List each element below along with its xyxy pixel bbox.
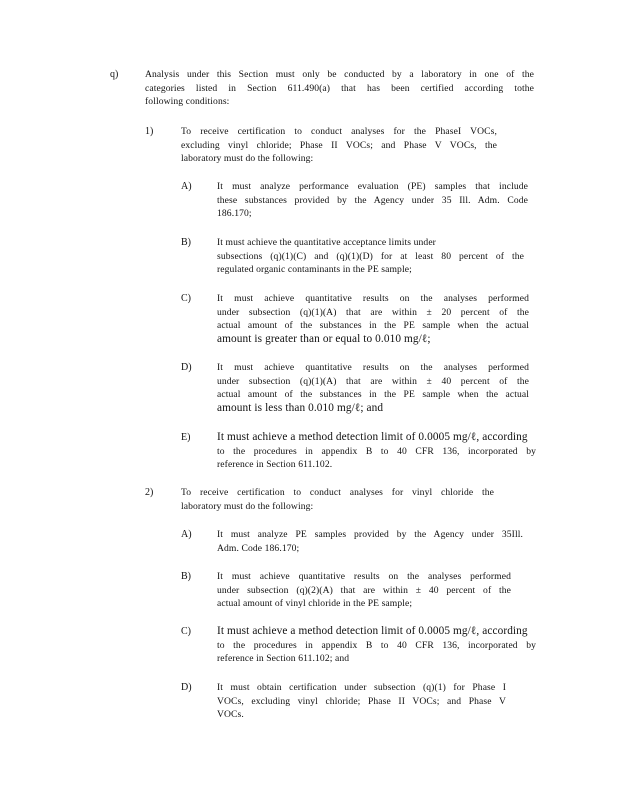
subparagraph-label: D)	[181, 682, 192, 693]
subparagraph-text: It must achieve a method detection limit of 0.0005 mg/ℓ, according to the procedures in appendix B to 40 CFR 136, incorporated by reference in Section 611.102; and	[217, 625, 536, 665]
paragraph-label: q)	[110, 69, 119, 80]
subparagraph-label: B)	[181, 237, 191, 248]
paragraph-text: Analysis under this Section must only be conducted by a laboratory in one of the categories listed in Section 611.490(a) that has been certified according tothe following conditions:	[145, 69, 534, 108]
subparagraph-label: A)	[181, 181, 192, 192]
subparagraph-text: It must achieve the quantitative acceptance limits under subsections (q)(1)(C) and (q)(1)(D) for at least 80 percent of the regulated organic contaminants in the PE sample;	[217, 237, 524, 276]
paragraph-text: To receive certification to conduct analyses for the PhaseI VOCs, excluding vinyl chloride; Phase II VOCs; and Phase V VOCs, the laboratory must do the following:	[181, 126, 497, 165]
subparagraph-label: C)	[181, 626, 191, 637]
subparagraph-text: It must achieve quantitative results on the analyses performed under subsection (q)(1)(A) that are within ± 40 percent of the actual amount of the substances in the PE sample when the actual amount is less than 0.010 mg/ℓ; and	[217, 362, 529, 414]
subparagraph-label: B)	[181, 571, 191, 582]
subparagraph-text: It must achieve quantitative results on the analyses performed under subsection (q)(1)(A) that are within ± 20 percent of the actual amount of the substances in the PE sample when the actual amount is greater than or equal to 0.010 mg/ℓ;	[217, 293, 529, 345]
subparagraph-text: It must achieve quantitative results on the analyses performed under subsection (q)(2)(A) that are within ± 40 percent of the actual amount of vinyl chloride in the PE sample;	[217, 571, 511, 610]
subparagraph-text: It must analyze PE samples provided by the Agency under 35Ill. Adm. Code 186.170;	[217, 529, 523, 554]
paragraph-text: To receive certification to conduct analyses for vinyl chloride the laboratory must do the following:	[181, 487, 494, 512]
subparagraph-label: E)	[181, 432, 191, 443]
paragraph-label: 2)	[145, 487, 154, 498]
subparagraph-label: C)	[181, 293, 191, 304]
subparagraph-text: It must achieve a method detection limit of 0.0005 mg/ℓ, according to the procedures in appendix B to 40 CFR 136, incorporated by reference in Section 611.102.	[217, 431, 536, 471]
subparagraph-label: D)	[181, 362, 192, 373]
subparagraph-label: A)	[181, 529, 192, 540]
paragraph-label: 1)	[145, 126, 154, 137]
subparagraph-text: It must analyze performance evaluation (PE) samples that include these substances provided by the Agency under 35 Ill. Adm. Code 186.170;	[217, 181, 528, 220]
subparagraph-text: It must obtain certification under subsection (q)(1) for Phase I VOCs, excluding vinyl chloride; Phase II VOCs; and Phase V VOCs.	[217, 682, 506, 721]
